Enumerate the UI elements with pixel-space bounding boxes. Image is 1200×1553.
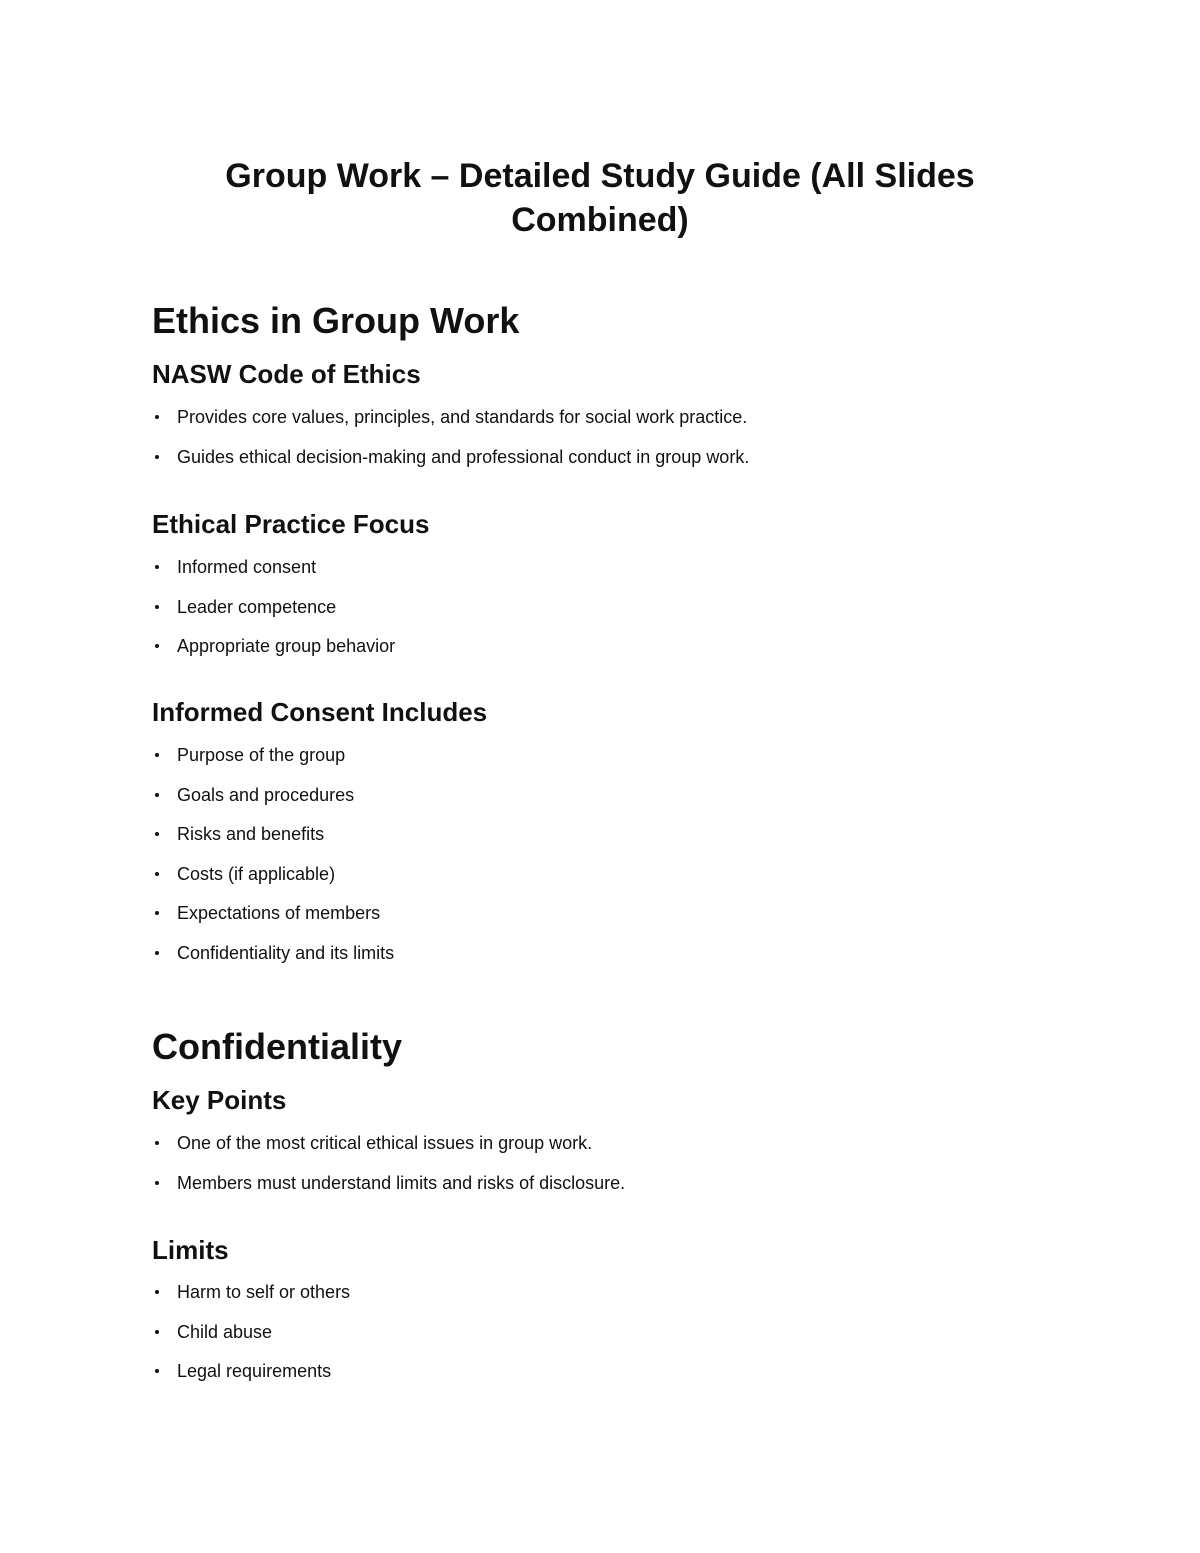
list-item: Costs (if applicable): [152, 862, 394, 902]
key-points-list: [152, 1131, 625, 1210]
list-item: Risks and benefits: [152, 822, 394, 862]
informed-consent-list: [152, 743, 394, 980]
list-item: Confidentiality and its limits: [152, 941, 394, 981]
nasw-list: [152, 405, 749, 484]
list-item: Expectations of members: [152, 901, 394, 941]
list-item: Child abuse: [152, 1320, 350, 1360]
document-title: Group Work – Detailed Study Guide (All Slides Combined): [225, 157, 975, 239]
list-item: Harm to self or others: [152, 1280, 350, 1320]
list-item: Informed consent: [152, 555, 395, 595]
list-item: Legal requirements: [152, 1359, 350, 1399]
subsection-heading-ethical-practice: Ethical Practice Focus: [152, 509, 430, 539]
limits-list: [152, 1280, 350, 1399]
subsection-heading-limits: Limits: [152, 1235, 229, 1265]
list-item: Leader competence: [152, 595, 395, 635]
section-heading-confidentiality: Confidentiality: [152, 1026, 402, 1067]
list-item: Goals and procedures: [152, 783, 394, 823]
list-item: One of the most critical ethical issues in group work.: [152, 1131, 625, 1171]
list-item: Members must understand limits and risks of disclosure.: [152, 1171, 625, 1211]
subsection-heading-key-points: Key Points: [152, 1085, 287, 1115]
list-item: Guides ethical decision-making and professional conduct in group work.: [152, 445, 749, 485]
list-item: Appropriate group behavior: [152, 634, 395, 674]
section-heading-ethics: Ethics in Group Work: [152, 300, 520, 341]
subsection-heading-nasw: NASW Code of Ethics: [152, 359, 421, 389]
ethical-practice-list: [152, 555, 395, 674]
subsection-heading-informed-consent: Informed Consent Includes: [152, 697, 488, 727]
list-item: Purpose of the group: [152, 743, 394, 783]
list-item: Provides core values, principles, and standards for social work practice.: [152, 405, 749, 445]
